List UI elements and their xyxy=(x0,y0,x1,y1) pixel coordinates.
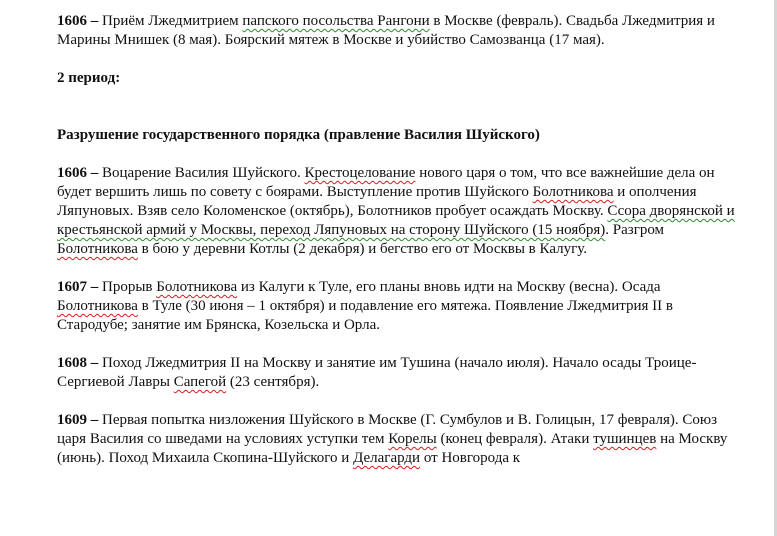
text-run: (конец февраля). Атаки xyxy=(436,431,594,447)
paragraph-1606-second xyxy=(57,164,737,259)
text-run: Приём Лжедмитрием xyxy=(98,13,243,29)
section-heading-paragraph xyxy=(57,126,737,145)
text-run: в Москве (февраль). Свадьба Лжедмитрия и Марины Мнишек (8 мая). Боярский мятеж в Москве и убийство Самозванца (17 мая). xyxy=(57,13,715,48)
paragraph-1608 xyxy=(57,354,737,392)
paragraph-1609 xyxy=(57,411,737,468)
period-heading: 2 период: xyxy=(57,70,121,86)
text-run: Воцарение Василия Шуйского. xyxy=(98,165,305,181)
grammar-marked-text: папского посольства Рангони xyxy=(242,13,430,29)
text-run: Первая попытка низложения Шуйского в Москве (Г. Сумбулов и В. Голицын, 17 февраля). Союз царя Василия со шведами на условиях уступки тем xyxy=(57,412,718,447)
text-run: от Новгорода к xyxy=(420,450,521,466)
spelling-marked-word: Делагарди xyxy=(353,450,421,466)
text-run: Поход Лжедмитрия II на Москву и занятие им Тушина (начало июля). Начало осады Троице-Сергиевой Лавры xyxy=(57,355,697,390)
spelling-marked-word: тушинцев xyxy=(593,431,657,447)
section-heading: Разрушение государственного порядка (правление Василия Шуйского) xyxy=(57,127,540,143)
spelling-marked-word: Сапегой xyxy=(173,374,227,390)
paragraph-1607 xyxy=(57,278,737,335)
year-label: 1606 – xyxy=(57,165,99,181)
year-label: 1607 – xyxy=(57,279,99,295)
year-label: 1606 – xyxy=(57,13,99,29)
text-run: в бою у деревни Котлы (2 декабря) и бегство его от Москвы в Калугу. xyxy=(137,241,587,257)
grammar-marked-text: Ссора дворянской и крестьянской армий у Москвы, переход Ляпуновых на сторону Шуйского (15 ноября) xyxy=(57,203,735,238)
period-label xyxy=(57,69,737,88)
text-run: . Разгром xyxy=(605,222,665,238)
year-label: 1608 – xyxy=(57,355,99,371)
text-run: на Москву (июнь). Поход Михаила Скопина-Шуйского и xyxy=(57,431,728,466)
text-run: нового царя о том, что все важнейшие дела он будет вершить лишь по совету с боярами. Выступление против Шуйского xyxy=(57,165,715,200)
spelling-marked-word: Корелы xyxy=(388,431,437,447)
text-run: и ополчения Ляпуновых. Взяв село Коломенское (октябрь), Болотников пробует осаждать Москву. xyxy=(57,184,697,219)
spelling-marked-word: Болотникова xyxy=(57,298,138,314)
spelling-marked-word: Болотникова xyxy=(532,184,614,200)
document-body[interactable] xyxy=(57,12,737,487)
spelling-marked-word: Болотникова xyxy=(156,279,238,295)
paragraph-1606-first xyxy=(57,12,737,50)
text-run: из Калуги к Туле, его планы вновь идти на Москву (весна). Осада xyxy=(237,279,661,295)
text-run: в Туле (30 июня – 1 октября) и подавление его мятежа. Появление Лжедмитрия II в Стародубе; занятие им Брянска, Козельска и Орла. xyxy=(57,298,673,333)
year-label: 1609 – xyxy=(57,412,99,428)
text-run: (23 сентября). xyxy=(226,374,320,390)
spelling-marked-word: Болотникова xyxy=(57,241,138,257)
spelling-marked-word: Крестоцелование xyxy=(304,165,416,181)
text-run: Прорыв xyxy=(98,279,157,295)
